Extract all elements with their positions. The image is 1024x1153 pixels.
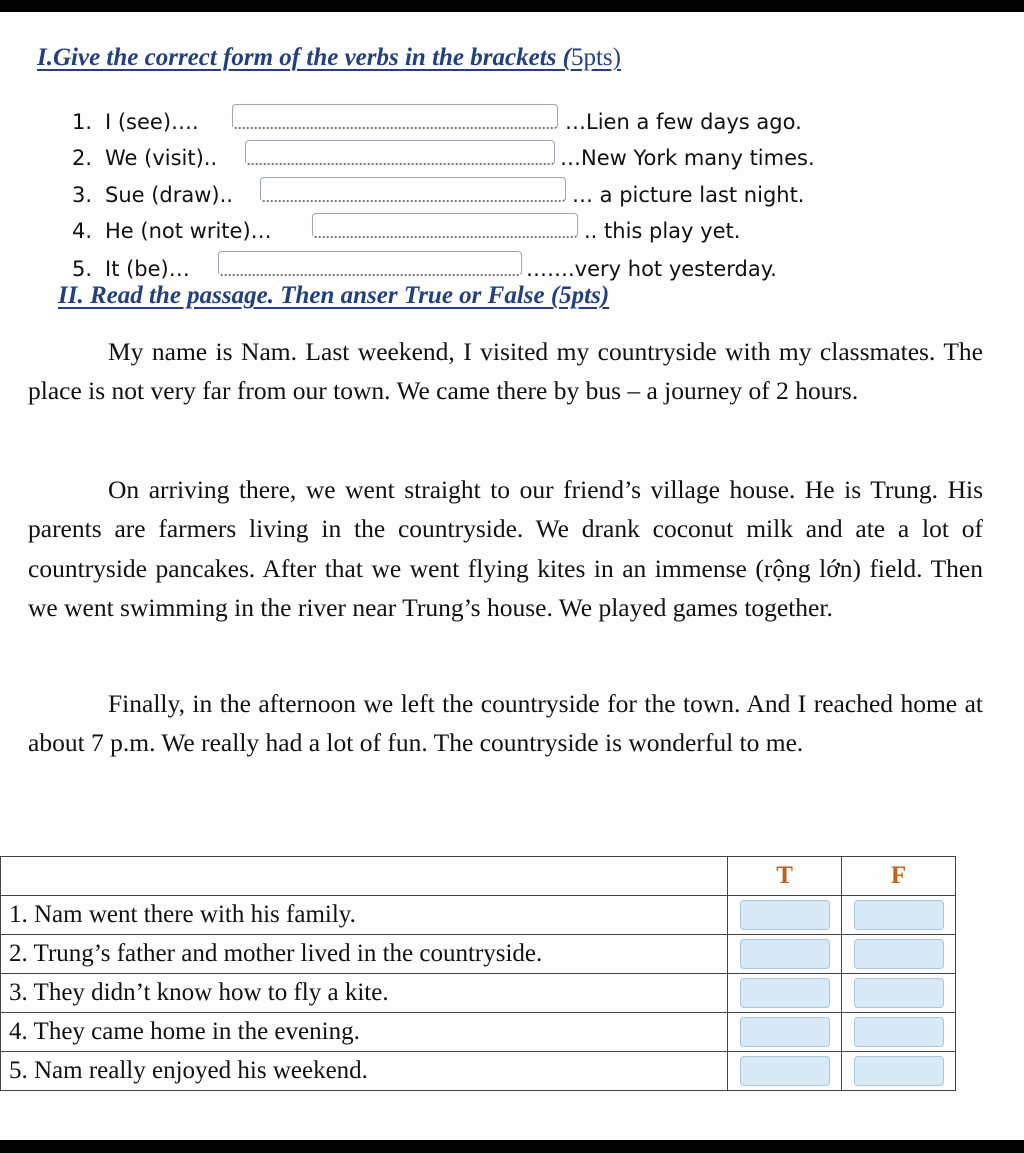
false-answer-box-3[interactable] [854,978,944,1008]
item-number: 3. [72,183,93,207]
false-answer-box-4[interactable] [854,1017,944,1047]
false-cell [842,896,956,935]
item-number: 2. [72,146,93,170]
table-row [1,896,956,935]
answer-box-1[interactable] [232,104,558,129]
statement-3: 3. They didn’t know how to fly a kite. [1,974,728,1013]
statement-1: 1. Nam went there with his family. [1,896,728,935]
section1-title: I.Give the correct form of the verbs in the brackets ( [37,44,571,71]
answer-box-4[interactable] [312,213,578,238]
false-cell [842,1013,956,1052]
true-answer-box-1[interactable] [740,900,830,930]
true-cell [728,1052,842,1091]
true-answer-box-5[interactable] [740,1056,830,1086]
item-number: 5. [72,257,93,281]
table-header-row [1,857,956,896]
table-row [1,974,956,1013]
item-rest: …New York many times. [560,146,815,170]
item-number: 4. [72,219,93,243]
item-prompt: We (visit).. [105,146,218,170]
table-row [1,1052,956,1091]
item-prompt: It (be)… [105,257,190,281]
true-cell [728,1013,842,1052]
item-rest: …Lien a few days ago. [565,110,802,134]
item-rest: …….very hot yesterday. [526,257,777,281]
false-cell [842,935,956,974]
header-false: F [842,857,956,896]
passage-paragraph-3: Finally, in the afternoon we left the countryside for the town. And I reached home at about 7 p.m. We really had a lot of fun. The countryside is wonderful to me. [28,689,983,758]
answer-box-2[interactable] [245,140,555,165]
item-prompt: I (see)…. [105,110,199,134]
false-cell [842,1052,956,1091]
item-prompt: He (not write)… [105,219,272,243]
section1-heading [37,44,621,72]
true-answer-box-4[interactable] [740,1017,830,1047]
section1-points: 5pts) [570,44,621,71]
header-true: T [728,857,842,896]
false-answer-box-2[interactable] [854,939,944,969]
statement-2: 2. Trung’s father and mother lived in the countryside. [1,935,728,974]
passage-paragraph-2: On arriving there, we went straight to our friend’s village house. He is Trung. His parents are farmers living in the countryside. We drank coconut milk and ate a lot of countryside pancakes. After that we went flying kites in an immense (rộng lớn) field. Then we went swimming in the river near Trung’s house. We played games together. [28,475,983,622]
true-answer-box-3[interactable] [740,978,830,1008]
item-prompt: Sue (draw).. [105,183,233,207]
table-row [1,1013,956,1052]
answer-box-3[interactable] [260,177,566,202]
true-false-table [0,856,956,1091]
false-answer-box-1[interactable] [854,900,944,930]
true-cell [728,974,842,1013]
passage-paragraph-1: My name is Nam. Last weekend, I visited my countryside with my classmates. The place is not very far from our town. We came there by bus – a journey of 2 hours. [28,337,983,406]
false-cell [842,974,956,1013]
true-answer-box-2[interactable] [740,939,830,969]
false-answer-box-5[interactable] [854,1056,944,1086]
item-number: 1. [72,110,93,134]
true-cell [728,935,842,974]
true-cell [728,896,842,935]
table-row [1,935,956,974]
item-rest: … a picture last night. [572,183,805,207]
statement-4: 4. They came home in the evening. [1,1013,728,1052]
item-rest: .. this play yet. [584,219,741,243]
section2-heading: II. Read the passage. Then anser True or False (5pts) [58,282,610,309]
answer-box-5[interactable] [218,251,522,276]
worksheet-page [0,12,1024,1140]
statement-5: 5. Nam really enjoyed his weekend. [1,1052,728,1091]
header-statement [1,857,728,896]
